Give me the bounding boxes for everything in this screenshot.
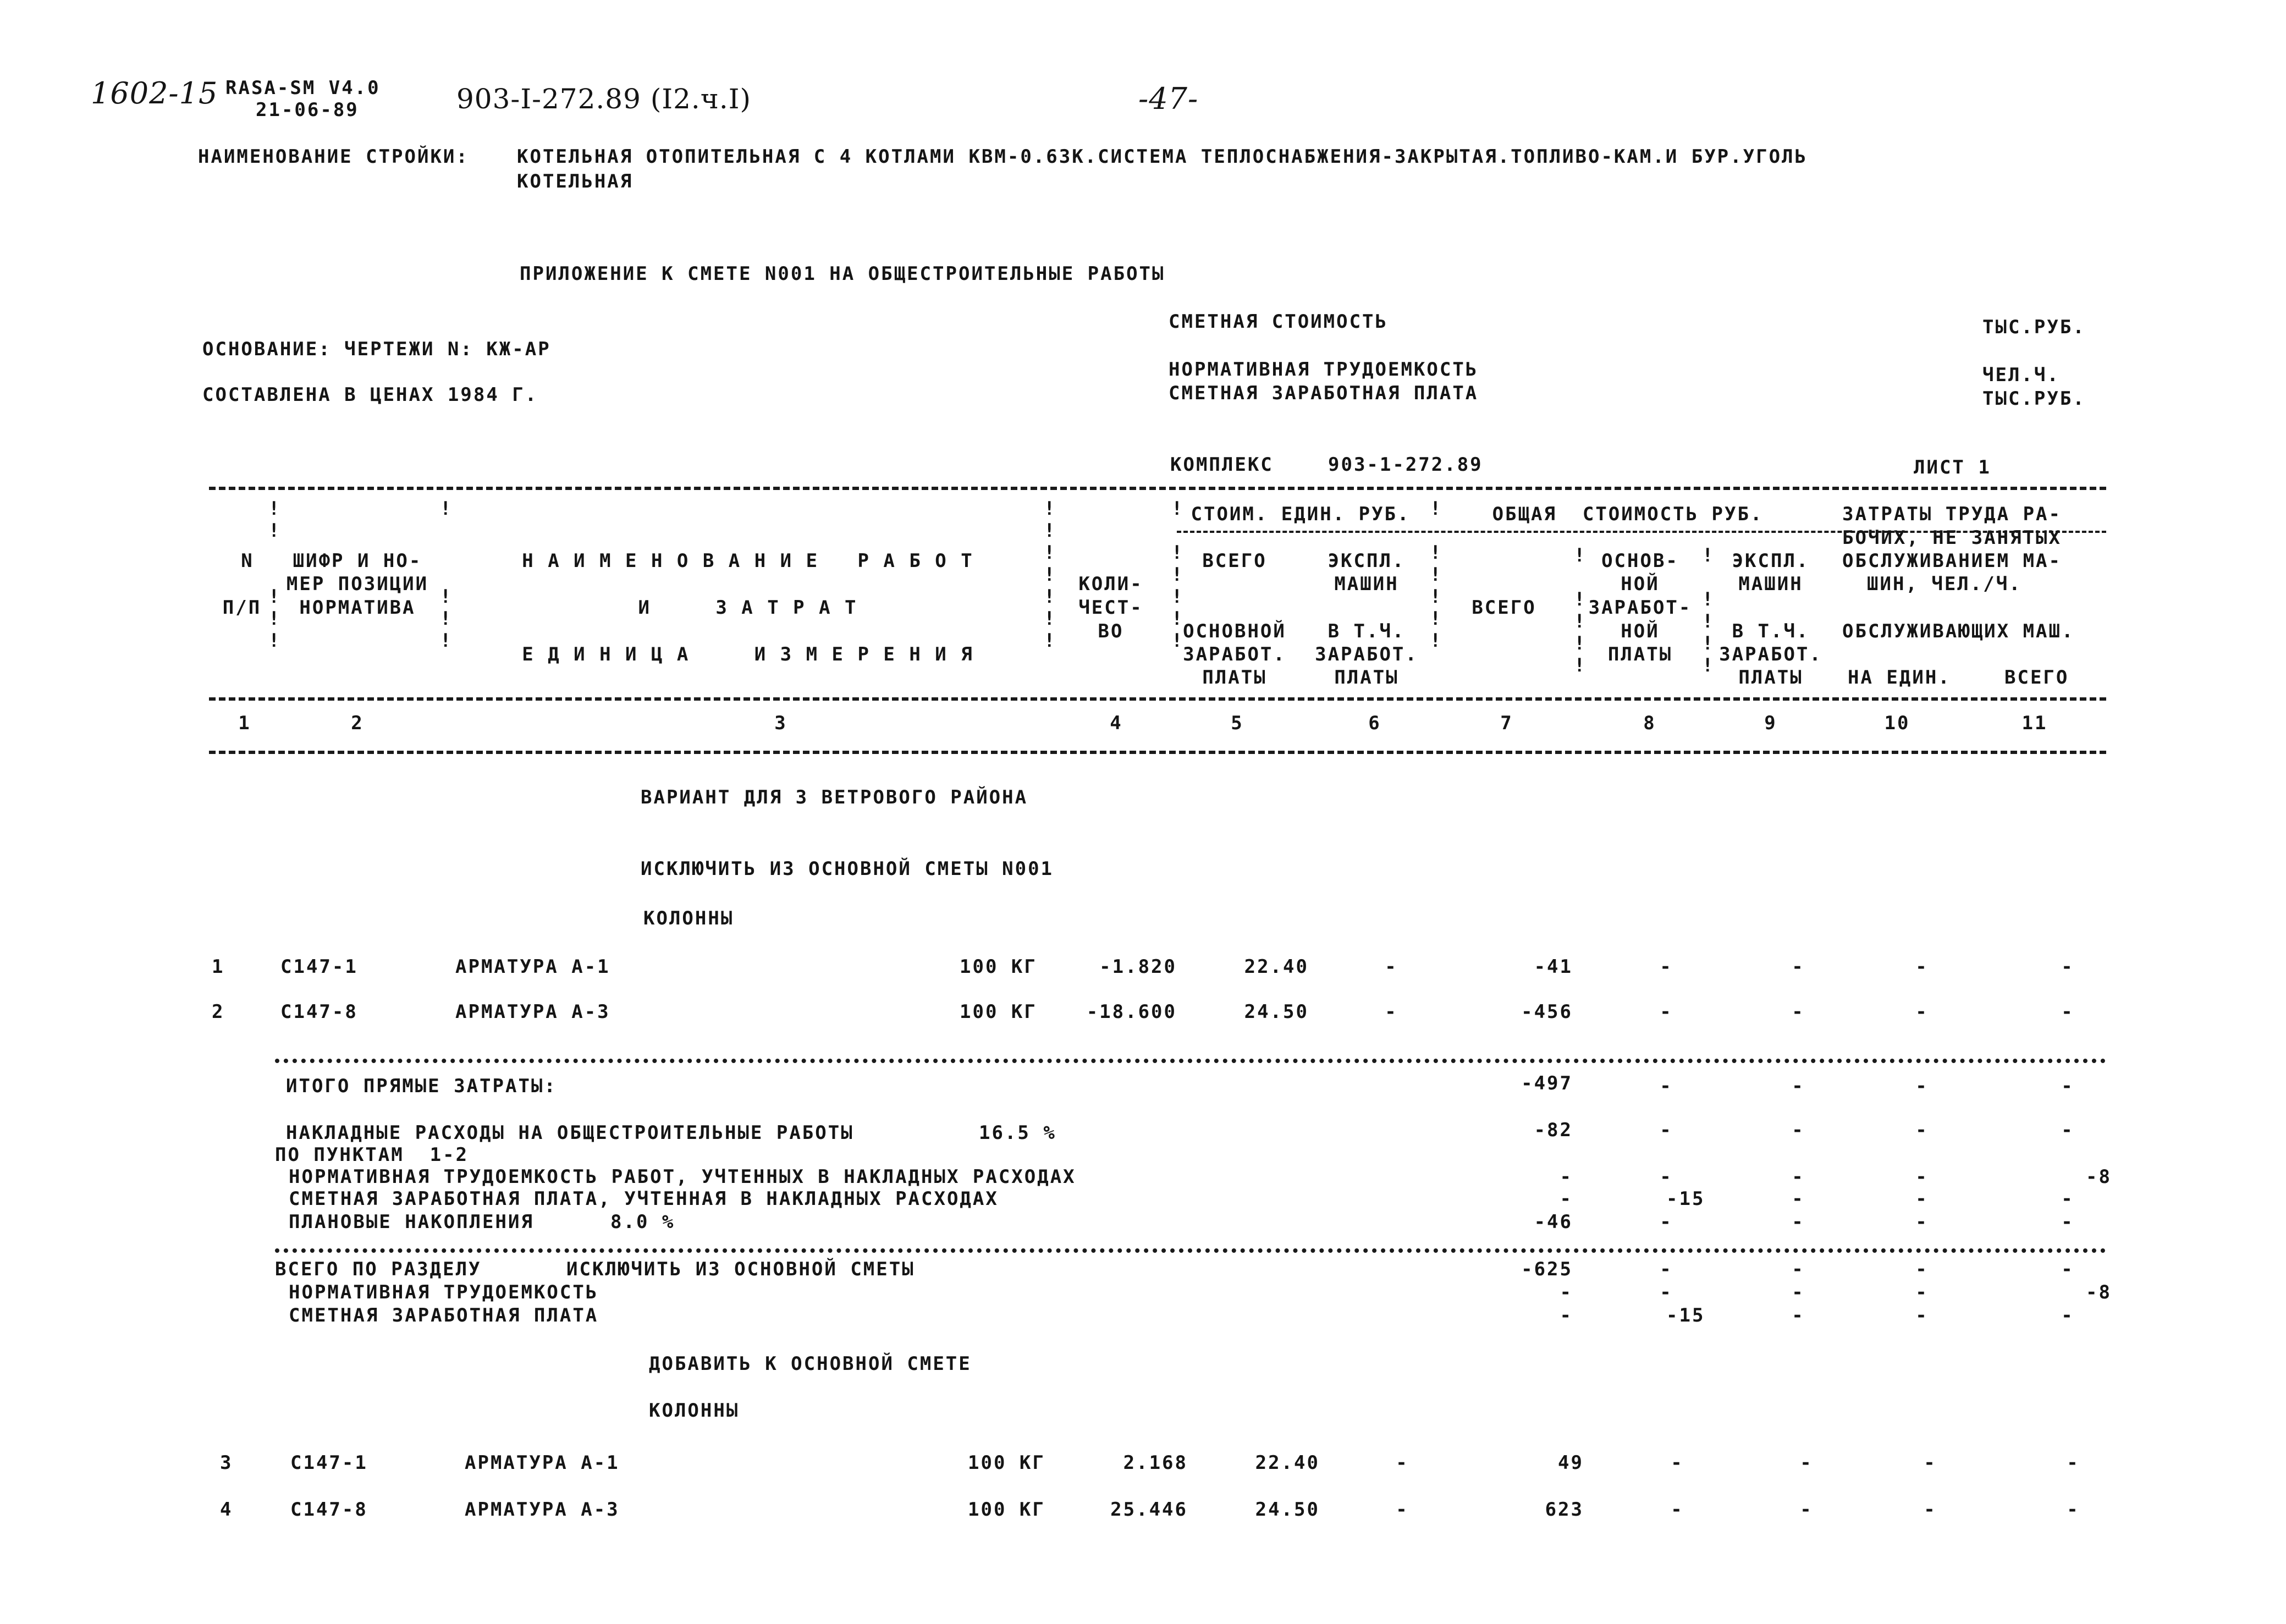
- planned-c10: -: [1915, 1211, 1929, 1233]
- separator: ! ! ! !: [440, 498, 451, 652]
- header-labor-line1: ЗАТРАТЫ ТРУДА РА-: [1842, 503, 2062, 525]
- overhead-c11: -: [2061, 1119, 2074, 1141]
- col-number-9: 9: [1764, 712, 1777, 734]
- row-name: АРМАТУРА А-3: [455, 1001, 610, 1023]
- col-number-3: 3: [774, 712, 787, 734]
- row-name: АРМАТУРА А-1: [455, 956, 610, 978]
- variant-heading: ВАРИАНТ ДЛЯ 3 ВЕТРОВОГО РАЙОНА: [641, 786, 1028, 808]
- header-unit-cost: СТОИМ. ЕДИН. РУБ.: [1191, 503, 1411, 525]
- section-total-name: ИСКЛЮЧИТЬ ИЗ ОСНОВНОЙ СМЕТЫ: [566, 1258, 915, 1280]
- col-number-6: 6: [1368, 712, 1381, 734]
- header-col6-line1: ЭКСПЛ.: [1327, 550, 1406, 572]
- section-wage-label: СМЕТНАЯ ЗАРАБОТНАЯ ПЛАТА: [289, 1304, 599, 1326]
- header-col3-line3: Е Д И Н И Ц А И З М Е Р Е Н И Я: [522, 643, 974, 665]
- direct-costs-label: ИТОГО ПРЯМЫЕ ЗАТРАТЫ:: [286, 1075, 557, 1097]
- section-labor-label: НОРМАТИВНАЯ ТРУДОЕМКОСТЬ: [289, 1281, 599, 1303]
- header-col1-line1: N: [241, 550, 254, 572]
- section-labor-c9: -: [1792, 1281, 1805, 1303]
- direct-c11: -: [2061, 1075, 2074, 1097]
- col-number-4: 4: [1110, 712, 1123, 734]
- row-c10: -: [1924, 1499, 1937, 1521]
- section-add-heading: ДОБАВИТЬ К ОСНОВНОЙ СМЕТЕ: [649, 1353, 972, 1375]
- direct-c10: -: [1915, 1075, 1929, 1097]
- row-c6: -: [1396, 1499, 1409, 1521]
- row-c7: 49: [1558, 1452, 1584, 1474]
- overhead-label: НАКЛАДНЫЕ РАСХОДЫ НА ОБЩЕСТРОИТЕЛЬНЫЕ РАБОТЫ: [286, 1122, 854, 1144]
- header-col5-line2: ОСНОВНОЙ: [1183, 620, 1286, 642]
- section-labor-c11: -8: [2086, 1281, 2112, 1303]
- prices-text: СОСТАВЛЕНА В ЦЕНАХ 1984 Г.: [202, 384, 538, 406]
- header-col2-line2: МЕР ПОЗИЦИИ: [286, 573, 429, 595]
- col-number-10: 10: [1884, 712, 1910, 734]
- row-code: С147-8: [280, 1001, 358, 1023]
- header-col8-line1: ОСНОВ-: [1601, 550, 1679, 572]
- basis-text: ОСНОВАНИЕ: ЧЕРТЕЖИ N: КЖ-АР: [202, 338, 551, 360]
- direct-c9: -: [1792, 1075, 1805, 1097]
- header-col6-line2: МАШИН: [1334, 573, 1399, 595]
- section-wage-c8: -15: [1666, 1304, 1705, 1326]
- wage-unit: ТЫС.РУБ.: [1982, 388, 2086, 410]
- wage-overhead-c7: -: [1560, 1188, 1573, 1210]
- header-col9-line5: ПЛАТЫ: [1738, 667, 1803, 689]
- row-unit: 100 КГ: [968, 1499, 1045, 1521]
- section-wage-c10: -: [1915, 1304, 1929, 1326]
- wage-overhead-c9: -: [1792, 1188, 1805, 1210]
- overhead-pct: 16.5 %: [979, 1122, 1056, 1144]
- wage-overhead-c8: -15: [1666, 1188, 1705, 1210]
- row-qty: 2.168: [1123, 1452, 1188, 1474]
- row-c9: -: [1800, 1452, 1813, 1474]
- row-c10: -: [1924, 1452, 1937, 1474]
- document-code: 903-I-272.89 (I2.ч.I): [456, 83, 751, 115]
- row-price: 24.50: [1244, 1001, 1309, 1023]
- planned-c8: -: [1660, 1211, 1673, 1233]
- section-labor-c10: -: [1915, 1281, 1929, 1303]
- col-number-11: 11: [2021, 712, 2048, 734]
- appendix-title: ПРИЛОЖЕНИЕ К СМЕТЕ N001 НА ОБЩЕСТРОИТЕЛЬНЫЕ РАБОТЫ: [520, 263, 1165, 285]
- row-c11: -: [2067, 1499, 2080, 1521]
- header-total-cost: ОБЩАЯ СТОИМОСТЬ РУБ.: [1492, 503, 1764, 525]
- row-c7: -41: [1534, 956, 1573, 978]
- wage-label: СМЕТНАЯ ЗАРАБОТНАЯ ПЛАТА: [1169, 382, 1479, 404]
- header-col7: ВСЕГО: [1472, 597, 1536, 619]
- col-number-2: 2: [351, 712, 364, 734]
- row-c9: -: [1792, 956, 1805, 978]
- row-c8: -: [1671, 1452, 1684, 1474]
- row-number: 3: [220, 1452, 233, 1474]
- col-number-7: 7: [1500, 712, 1513, 734]
- header-col2-line3: НОРМАТИВА: [299, 597, 416, 619]
- row-c7: -456: [1521, 1001, 1573, 1023]
- row-name: АРМАТУРА А-3: [465, 1499, 620, 1521]
- group-exclude-heading: КОЛОННЫ: [643, 907, 734, 929]
- labor-label: НОРМАТИВНАЯ ТРУДОЕМКОСТЬ: [1169, 359, 1479, 381]
- col-number-1: 1: [238, 712, 251, 734]
- section-labor-c8: -: [1660, 1281, 1673, 1303]
- row-unit: 100 КГ: [960, 956, 1037, 978]
- section-labor-c7: -: [1560, 1281, 1573, 1303]
- section-total-c10: -: [1915, 1258, 1929, 1280]
- row-c10: -: [1915, 1001, 1929, 1023]
- labor-overhead-c8: -: [1660, 1166, 1673, 1188]
- separator: ! ! ! ! ! !: [1171, 498, 1183, 652]
- handwritten-number: 1602-15: [91, 76, 218, 111]
- row-qty: -18.600: [1086, 1001, 1177, 1023]
- row-price: 22.40: [1255, 1452, 1320, 1474]
- planned-pct: 8.0 %: [610, 1211, 675, 1233]
- row-c8: -: [1660, 1001, 1673, 1023]
- row-c9: -: [1800, 1499, 1813, 1521]
- header-col3-line2: И З А Т Р А Т: [638, 597, 858, 619]
- row-number: 2: [212, 1001, 225, 1023]
- overhead-points: ПО ПУНКТАМ 1-2: [275, 1144, 469, 1166]
- group-add-heading: КОЛОННЫ: [649, 1400, 740, 1422]
- overhead-c7: -82: [1534, 1119, 1573, 1141]
- overhead-c9: -: [1792, 1119, 1805, 1141]
- header-col2-line1: ШИФР И НО-: [293, 550, 422, 572]
- direct-c8: -: [1660, 1075, 1673, 1097]
- separator: ! ! ! ! ! ! !: [1044, 498, 1055, 652]
- cost-unit: ТЫС.РУБ.: [1982, 316, 2086, 338]
- header-col3-line1: Н А И М Е Н О В А Н И Е Р А Б О Т: [522, 550, 974, 572]
- complex-value: 903-1-272.89: [1328, 454, 1483, 476]
- planned-c9: -: [1792, 1211, 1805, 1233]
- row-c9: -: [1792, 1001, 1805, 1023]
- sheet-number: ЛИСТ 1: [1914, 456, 1991, 478]
- row-name: АРМАТУРА А-1: [465, 1452, 620, 1474]
- header-col10: НА ЕДИН.: [1848, 667, 1951, 689]
- header-col9-line1: ЭКСПЛ.: [1732, 550, 1810, 572]
- row-code: С147-1: [280, 956, 358, 978]
- separator: ! ! ! ! !: [1574, 544, 1585, 676]
- header-col9-line3: В Т.Ч.: [1732, 620, 1810, 642]
- header-col5-line1: ВСЕГО: [1202, 550, 1267, 572]
- header-col8-line2: НОЙ: [1621, 573, 1660, 595]
- header-labor-line2: БОЧИХ, НЕ ЗАНЯТЫХ: [1842, 527, 2062, 549]
- row-price: 24.50: [1255, 1499, 1320, 1521]
- row-unit: 100 КГ: [968, 1452, 1045, 1474]
- header-col9-line4: ЗАРАБОТ.: [1719, 643, 1822, 665]
- section-total-c8: -: [1660, 1258, 1673, 1280]
- section-wage-c9: -: [1792, 1304, 1805, 1326]
- labor-overhead-c9: -: [1792, 1166, 1805, 1188]
- header-col6-line4: ЗАРАБОТ.: [1315, 643, 1418, 665]
- separator: ! ! ! ! !: [1702, 544, 1714, 676]
- program-version: RASA-SM V4.0: [225, 77, 381, 99]
- project-label: НАИМЕНОВАНИЕ СТРОЙКИ:: [198, 146, 469, 168]
- header-labor-line3: ОБСЛУЖИВАНИЕМ МА-: [1842, 550, 2062, 572]
- header-col1-line2: П/П: [222, 597, 262, 619]
- direct-c7: -497: [1521, 1072, 1573, 1094]
- header-col5-line3: ЗАРАБОТ.: [1183, 643, 1286, 665]
- separator: ! ! ! ! !: [268, 498, 280, 652]
- header-col4-line1: КОЛИ-: [1078, 573, 1143, 595]
- section-total-c11: -: [2061, 1258, 2074, 1280]
- wage-overhead-c11: -: [2061, 1188, 2074, 1210]
- row-qty: 25.446: [1110, 1499, 1188, 1521]
- header-col8-line4: НОЙ: [1621, 620, 1660, 642]
- section-total-label: ВСЕГО ПО РАЗДЕЛУ: [275, 1258, 482, 1280]
- header-bottom-rule: [209, 751, 2106, 754]
- labor-overhead-label: НОРМАТИВНАЯ ТРУДОЕМКОСТЬ РАБОТ, УЧТЕННЫХ В НАКЛАДНЫХ РАСХОДАХ: [289, 1166, 1076, 1188]
- planned-label: ПЛАНОВЫЕ НАКОПЛЕНИЯ: [289, 1211, 534, 1233]
- header-col6-line5: ПЛАТЫ: [1334, 667, 1399, 689]
- totals-dotted-rule: [275, 1059, 2106, 1063]
- labor-overhead-c11: -8: [2086, 1166, 2112, 1188]
- section-dotted-rule: [275, 1248, 2106, 1253]
- row-c11: -: [2067, 1452, 2080, 1474]
- header-col4-line3: ВО: [1098, 620, 1124, 642]
- planned-c11: -: [2061, 1211, 2074, 1233]
- header-col9-line2: МАШИН: [1738, 573, 1803, 595]
- header-col11: ВСЕГО: [2004, 667, 2069, 689]
- row-code: С147-1: [290, 1452, 368, 1474]
- header-labor-line5: ОБСЛУЖИВАЮЩИХ МАШ.: [1842, 620, 2075, 642]
- overhead-c10: -: [1915, 1119, 1929, 1141]
- row-c8: -: [1671, 1499, 1684, 1521]
- separator: ! ! ! ! ! !: [1430, 498, 1441, 652]
- row-c11: -: [2061, 1001, 2074, 1023]
- row-c11: -: [2061, 956, 2074, 978]
- labor-overhead-c7: -: [1560, 1166, 1573, 1188]
- row-c8: -: [1660, 956, 1673, 978]
- row-unit: 100 КГ: [960, 1001, 1037, 1023]
- complex-label: КОМПЛЕКС: [1170, 454, 1274, 476]
- row-number: 1: [212, 956, 225, 978]
- col-number-8: 8: [1643, 712, 1656, 734]
- wage-overhead-label: СМЕТНАЯ ЗАРАБОТНАЯ ПЛАТА, УЧТЕННАЯ В НАКЛАДНЫХ РАСХОДАХ: [289, 1188, 999, 1210]
- row-c10: -: [1915, 956, 1929, 978]
- row-number: 4: [220, 1499, 233, 1521]
- labor-unit: ЧЕЛ.Ч.: [1982, 364, 2060, 386]
- project-object: КОТЕЛЬНАЯ: [517, 170, 634, 192]
- header-labor-line4: ШИН, ЧЕЛ./Ч.: [1867, 573, 2022, 595]
- overhead-c8: -: [1660, 1119, 1673, 1141]
- header-col8-line5: ПЛАТЫ: [1607, 643, 1673, 665]
- row-c6: -: [1385, 1001, 1398, 1023]
- header-numbers-rule: [209, 697, 2106, 701]
- section-wage-c11: -: [2061, 1304, 2074, 1326]
- page-mark: -47-: [1138, 81, 1199, 116]
- project-name: КОТЕЛЬНАЯ ОТОПИТЕЛЬНАЯ С 4 КОТЛАМИ КВМ-0.63К.СИСТЕМА ТЕПЛОСНАБЖЕНИЯ-ЗАКРЫТАЯ.ТОПЛИВО-КАМ.И БУР.УГОЛЬ: [517, 146, 1808, 168]
- col-number-5: 5: [1231, 712, 1244, 734]
- header-col6-line3: В Т.Ч.: [1327, 620, 1406, 642]
- labor-overhead-c10: -: [1915, 1166, 1929, 1188]
- row-qty: -1.820: [1099, 956, 1177, 978]
- cost-label: СМЕТНАЯ СТОИМОСТЬ: [1169, 311, 1388, 333]
- section-total-c7: -625: [1521, 1258, 1573, 1280]
- print-date: 21-06-89: [256, 99, 359, 121]
- row-price: 22.40: [1244, 956, 1309, 978]
- wage-overhead-c10: -: [1915, 1188, 1929, 1210]
- planned-c7: -46: [1534, 1211, 1573, 1233]
- header-col8-line3: ЗАРАБОТ-: [1588, 597, 1692, 619]
- row-code: С147-8: [290, 1499, 368, 1521]
- section-total-c9: -: [1792, 1258, 1805, 1280]
- header-col5-line4: ПЛАТЫ: [1202, 667, 1267, 689]
- row-c6: -: [1396, 1452, 1409, 1474]
- section-wage-c7: -: [1560, 1304, 1573, 1326]
- row-c7: 623: [1545, 1499, 1584, 1521]
- section-exclude-heading: ИСКЛЮЧИТЬ ИЗ ОСНОВНОЙ СМЕТЫ N001: [641, 858, 1054, 880]
- header-col4-line2: ЧЕСТ-: [1078, 597, 1143, 619]
- header-top-rule: [209, 487, 2106, 490]
- row-c6: -: [1385, 956, 1398, 978]
